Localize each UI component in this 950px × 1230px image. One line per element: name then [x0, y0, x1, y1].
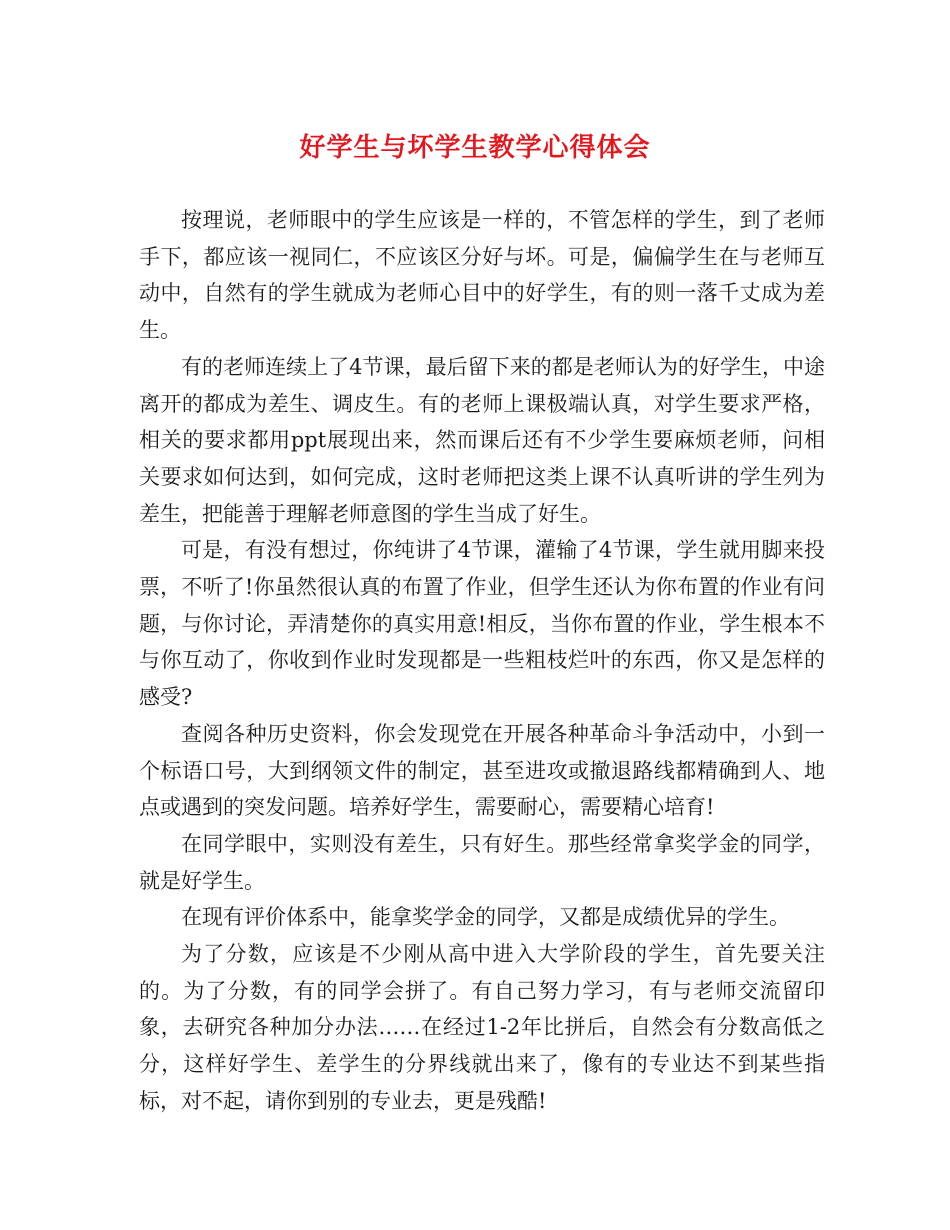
paragraph: 按理说，老师眼中的学生应该是一样的，不管怎样的学生，到了老师手下，都应该一视同仁，不应该区分好与坏。可是，偏偏学生在与老师互动中，自然有的学生就成为老师心目中的好学生，有的则一落千丈成为差生。	[139, 208, 825, 343]
paragraph: 在同学眼中，实则没有差生，只有好生。那些经常拿奖学金的同学，就是好学生。	[139, 831, 825, 893]
paragraph: 有的老师连续上了4节课，最后留下来的都是老师认为的好学生，中途离开的都成为差生、调皮生。有的老师上课极端认真，对学生要求严格，相关的要求都用ppt展现出来，然而课后还有不少学生要麻烦老师，问相关要求如何达到，如何完成，这时老师把这类上课不认真听讲的学生列为差生，把能善于理解老师意图的学生当成了好生。	[139, 354, 825, 526]
document-title: 好学生与坏学生教学心得体会	[299, 133, 651, 163]
document-body	[139, 202, 825, 1120]
paragraph: 可是，有没有想过，你纯讲了4节课，灌输了4节课，学生就用脚来投票，不听了!你虽然很认真的布置了作业，但学生还认为你布置的作业有问题，与你讨论，弄清楚你的真实用意!相反，当你布置的作业，学生根本不与你互动了，你收到作业时发现都是一些粗枝烂叶的东西，你又是怎样的感受?	[139, 538, 825, 710]
paragraph: 为了分数，应该是不少刚从高中进入大学阶段的学生，首先要关注的。为了分数，有的同学会拼了。有自己努力学习，有与老师交流留印象，去研究各种加分办法……在经过1-2年比拼后，自然会有分数高低之分，这样好学生、差学生的分界线就出来了，像有的专业达不到某些指标，对不起，请你到别的专业去，更是残酷!	[139, 942, 825, 1113]
paragraph: 查阅各种历史资料，你会发现党在开展各种革命斗争活动中，小到一个标语口号，大到纲领文件的制定，甚至进攻或撤退路线都精确到人、地点或遇到的突发问题。培养好学生，需要耐心，需要精心培育!	[139, 721, 825, 820]
paragraph: 在现有评价体系中，能拿奖学金的同学，又都是成绩优异的学生。	[181, 905, 790, 930]
